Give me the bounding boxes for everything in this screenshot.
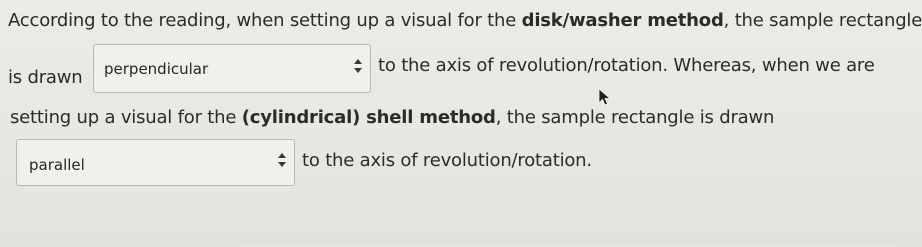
disk-washer-orientation-value: perpendicular	[104, 60, 209, 78]
question-text-line1-pre: According to the reading, when setting up a visual for the	[8, 10, 522, 31]
shell-orientation-value: parallel	[29, 156, 85, 174]
question-line-1	[8, 10, 922, 32]
question-text-line1-post: , the sample rectangle	[723, 10, 922, 31]
question-text-line3-pre: setting up a visual for the	[10, 107, 242, 128]
question-text-line2-post: to the axis of revolution/rotation. Whereas, when we are	[378, 55, 875, 76]
up-down-arrows-icon	[353, 59, 363, 73]
disk-washer-method-term: disk/washer method	[521, 10, 724, 31]
disk-washer-orientation-select[interactable]	[93, 44, 371, 93]
question-line-3	[10, 107, 774, 129]
question-text-line3-post: , the sample rectangle is drawn	[495, 107, 775, 128]
shell-method-term: (cylindrical) shell method	[241, 107, 496, 128]
question-text-line2-pre: is drawn	[8, 67, 83, 88]
mouse-cursor-icon	[598, 88, 612, 106]
up-down-arrows-icon	[277, 153, 287, 167]
question-text-line4-post: to the axis of revolution/rotation.	[302, 150, 592, 171]
shell-orientation-select[interactable]	[16, 139, 295, 186]
divider	[240, 241, 899, 242]
